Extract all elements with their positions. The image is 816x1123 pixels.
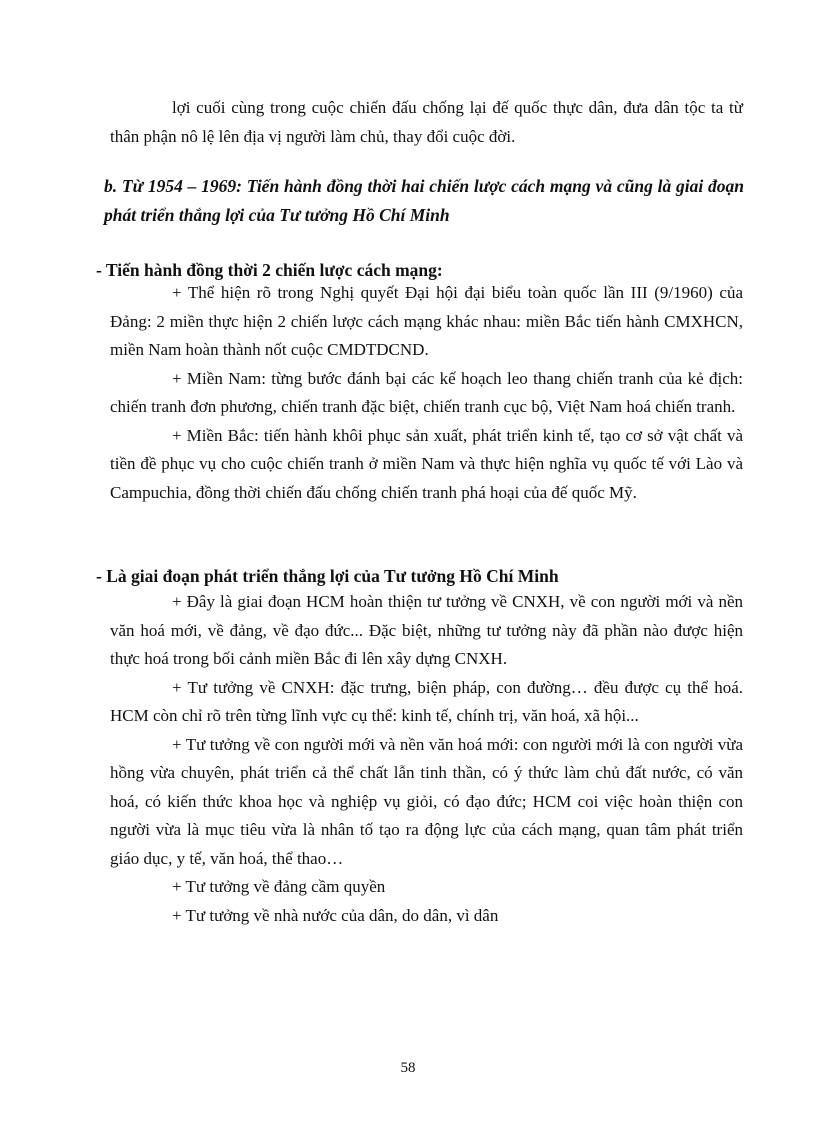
list-item: + Đây là giai đoạn HCM hoàn thiện tư tưởng về CNXH, về con người mới và nền văn hoá mới, về đảng, về đạo đức... Đặc biệt, những tư tưởng này đã phần nào được hiện thực hoá trong bối cảnh miền Bắc đi lên xây dựng CNXH. — [110, 592, 743, 668]
list-item: + Thể hiện rõ trong Nghị quyết Đại hội đại biểu toàn quốc lần III (9/1960) của Đảng: 2 miền thực hiện 2 chiến lược cách mạng khác nhau: miền Bắc tiến hành CMXHCN, miền Nam hoàn thành nốt cuộc CMDTDCND. — [110, 283, 743, 359]
list-item: + Tư tưởng về CNXH: đặc trưng, biện pháp, con đường… đều được cụ thể hoá. HCM còn chỉ rõ trên từng lĩnh vực cụ thể: kinh tế, chính trị, văn hoá, xã hội... — [110, 677, 743, 725]
section-heading-b — [104, 172, 744, 229]
continuation-paragraph — [110, 94, 743, 151]
list-item: + Tư tưởng về con người mới và nền văn hoá mới: con người mới là con người vừa hồng vừa chuyên, phát triển cả thể chất lẫn tinh thần, có ý thức làm chủ đất nước, có văn hoá, có kiến thức khoa học và nghiệp vụ giỏi, có đạo đức; HCM coi việc hoàn thiện con người vừa là mục tiêu vừa là nhân tố tạo ra động lực của cách mạng, quan tâm phát triển giáo dục, y tế, văn hoá, thể thao… — [110, 734, 743, 868]
list-item: + Miền Bắc: tiến hành khôi phục sản xuất, phát triển kinh tế, tạo cơ sở vật chất và tiền đề phục vụ cho cuộc chiến tranh ở miền Nam và thực hiện nghĩa vụ quốc tế với Lào và Campuchia, đồng thời chiến đấu chống chiến tranh phá hoại của đế quốc Mỹ. — [110, 425, 743, 502]
body-paragraph: lợi cuối cùng trong cuộc chiến đấu chống lại đế quốc thực dân, đưa dân tộc ta từ thân phận nô lệ lên địa vị người làm chủ, thay đổi cuộc đời. — [110, 98, 743, 146]
list-item: + Tư tưởng về đảng cầm quyền — [172, 877, 386, 896]
list-item: + Miền Nam: từng bước đánh bại các kế hoạch leo thang chiến tranh của kẻ địch: chiến tranh đơn phương, chiến tranh đặc biệt, chiến tranh cục bộ, Việt Nam hoá chiến tranh. — [110, 368, 743, 416]
subsection-title: - Tiến hành đồng thời 2 chiến lược cách mạng: — [96, 260, 443, 280]
subheading-2 — [96, 562, 744, 591]
subsection-title: - Là giai đoạn phát triển thắng lợi của Tư tưởng Hồ Chí Minh — [96, 566, 559, 586]
section-title: b. Từ 1954 – 1969: Tiến hành đồng thời hai chiến lược cách mạng và cũng là giai đoạn phát triển thắng lợi của Tư tưởng Hồ Chí Minh — [104, 176, 744, 225]
thought-list — [110, 588, 743, 930]
strategy-list — [110, 279, 743, 507]
page-number: 58 — [400, 1060, 416, 1076]
list-item: + Tư tưởng về nhà nước của dân, do dân, vì dân — [172, 905, 499, 925]
